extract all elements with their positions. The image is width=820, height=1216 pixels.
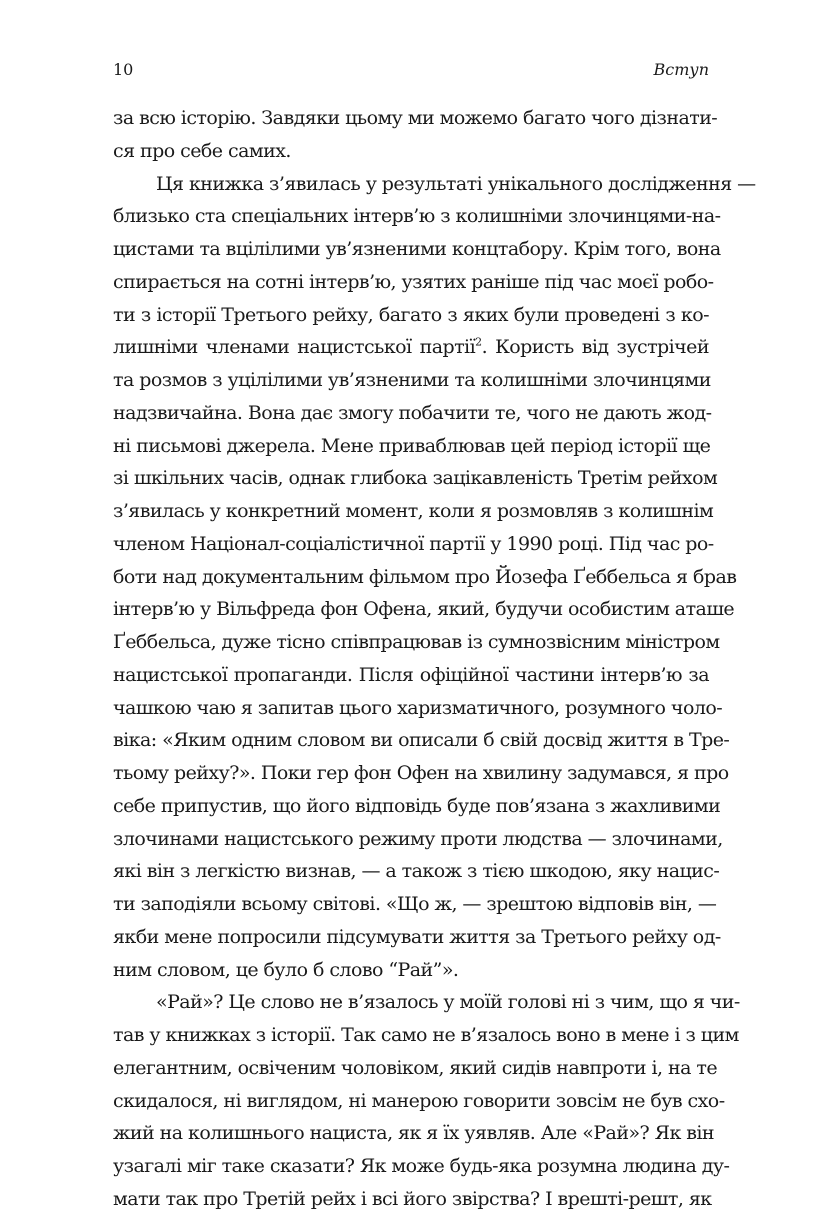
text-line: цистами та вцілілими ув’язненими концтабору. Крім того, вона [113, 238, 721, 260]
text-line: ся про себе самих. [113, 139, 291, 162]
text-line: та розмов з уцілілими ув’язненими та колишніми злочинцями [113, 369, 711, 391]
text-line: якби мене попросили підсумувати життя за Третього рейху од- [113, 925, 721, 948]
text-line: близько ста спеціальних інтерв’ю з колишніми злочинцями-на- [113, 205, 721, 228]
page-header [113, 60, 709, 90]
text-line: чашкою чаю я запитав цього харизматичного, розумного чоло- [113, 696, 723, 719]
text-line: спирається на сотні інтерв’ю, узятих раніше під час моєї робо- [113, 270, 714, 293]
running-head: Вступ [653, 60, 709, 79]
text-line: жий на колишнього нациста, як я їх уявляв. Але «Рай»? Як він [113, 1122, 715, 1145]
text-line: членом Націонал-соціалістичної партії у 1990 році. Під час ро- [113, 532, 714, 555]
text-line: тав у книжках з історії. Так само не в’язалось воно в мене і з цим [113, 1024, 739, 1046]
text-line: тьому рейху?». Поки гер фон Офен на хвилину задумався, я про [113, 762, 729, 784]
body-text [113, 102, 756, 1216]
text-line: віка: «Яким одним словом ви описали б свій досвід життя в Тре- [113, 729, 730, 752]
text-line: ним словом, це було б слово “Рай”». [113, 958, 459, 981]
text-line: зі шкільних часів, однак глибока зацікавленість Третім рейхом [113, 467, 718, 490]
text-line: Ця книжка з’явилась у результаті унікального дослідження — [156, 172, 756, 195]
text-line-with-footnote [113, 331, 709, 364]
text-line: скидалося, ні виглядом, ні манерою говорити зовсім не був схо- [113, 1089, 725, 1112]
text-line: ти заподіяли всьому світові. «Що ж, — зрештою відповів він, — [113, 893, 717, 915]
text-line: які він з легкістю визнав, — а також з тією шкодою, яку нацис- [113, 860, 720, 883]
text-line: узагалі міг таке сказати? Як може будь-яка розумна людина ду- [113, 1155, 730, 1177]
text-line: Ґеббельса, дуже тісно співпрацював із сумнозвісним міністром [113, 631, 720, 653]
text-line: мати так про Третій рейх і всі його звірства? І врешті-решт, як [113, 1187, 712, 1210]
text-line: інтерв’ю у Вільфреда фон Офена, який, будучи особистим аташе [113, 598, 735, 621]
text-line: за всю історію. Завдяки цьому ми можемо багато чого дізнати- [113, 107, 718, 129]
text-line: ні письмові джерела. Мене приваблював цей період історії ще [113, 434, 711, 457]
text-line: нацистської пропаганди. Після офіційної частини інтерв’ю за [113, 663, 709, 686]
text-line: себе припустив, що його відповідь буде пов’язана з жахливими [113, 794, 721, 817]
footnote-marker[interactable]: 2 [475, 335, 482, 349]
text-line: «Рай»? Це слово не в’язалось у моїй голові ні з чим, що я чи- [156, 991, 740, 1014]
text-line: ти з історії Третього рейху, багато з яких були проведені з ко- [113, 303, 709, 326]
text-line: елегантним, освіченим чоловіком, який сидів навпроти і, на те [113, 1056, 718, 1079]
page-number: 10 [113, 60, 134, 79]
text-line-segment: . Користь від зустрічей [481, 336, 709, 359]
text-line-segment: лишніми членами нацистської партії [113, 336, 476, 359]
text-line: боти над документальним фільмом про Йозефа Ґеббельса я брав [113, 565, 737, 588]
text-line: з’явилась у конкретний момент, коли я розмовляв з колишнім [113, 500, 714, 522]
text-line: надзвичайна. Вона дає змогу побачити те, чого не дають жод- [113, 401, 712, 424]
text-line: злочинами нацистського режиму проти людства — злочинами, [113, 827, 723, 850]
